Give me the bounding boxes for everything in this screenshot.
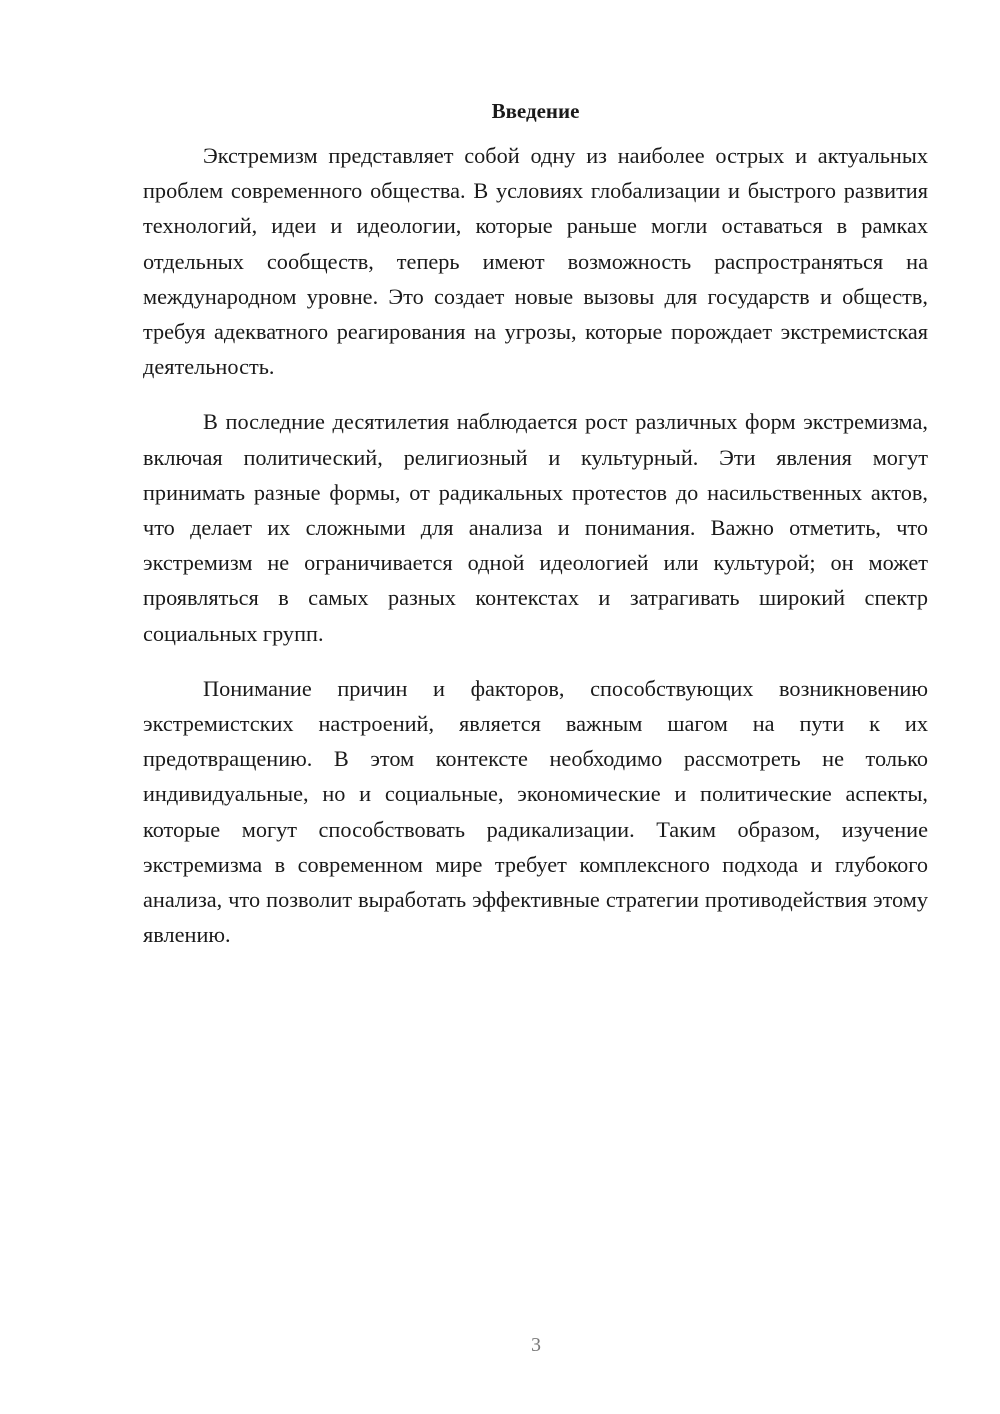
page-number: 3	[531, 1334, 541, 1356]
section-title: Введение	[491, 99, 580, 123]
document-body	[143, 96, 928, 972]
paragraph-1: Экстремизм представляет собой одну из наиболее острых и актуальных проблем современного общества. В условиях глобализации и быстрого развития технологий, идеи и идеологии, которые раньше могли оставаться в рамках отдельных сообществ, теперь имеют возможность распространяться на международном уровне. Это создает новые вызовы для государств и обществ, требуя адекватного реагирования на угрозы, которые порождает экстремистская деятельность.	[143, 143, 928, 380]
paragraph-3: Понимание причин и факторов, способствующих возникновению экстремистских настроений, является важным шагом на пути к их предотвращению. В этом контексте необходимо рассмотреть не только индивидуальные, но и социальные, экономические и политические аспекты, которые могут способствовать радикализации. Таким образом, изучение экстремизма в современном мире требует комплексного подхода и глубокого анализа, что позволит выработать эффективные стратегии противодействия этому явлению.	[143, 675, 928, 948]
paragraph-2: В последние десятилетия наблюдается рост различных форм экстремизма, включая политический, религиозный и культурный. Эти явления могут принимать разные формы, от радикальных протестов до насильственных актов, что делает их сложными для анализа и понимания. Важно отметить, что экстремизм не ограничивается одной идеологией или культурой; он может проявляться в самых разных контекстах и затрагивать широкий спектр социальных групп.	[143, 409, 928, 646]
